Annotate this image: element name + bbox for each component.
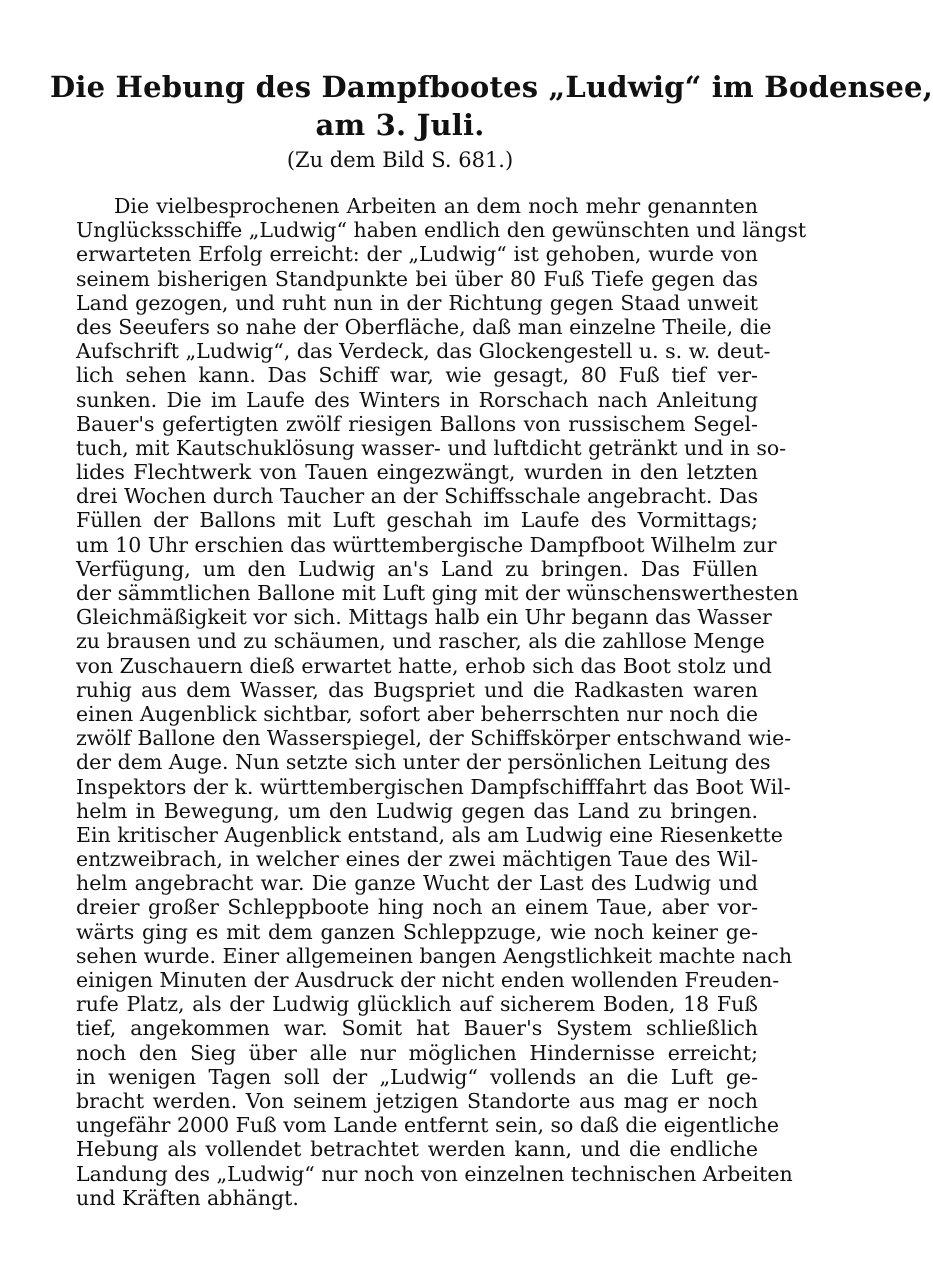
body-line: wärts ging es mit dem ganzen Schleppzuge, wie noch keiner ge-	[76, 919, 758, 944]
body-line: seinem bisherigen Standpunkte bei über 80 Fuß Tiefe gegen das	[76, 266, 758, 291]
body-line: Hebung als vollendet betrachtet werden kann, und die endliche	[76, 1137, 758, 1162]
body-line: Ein kritischer Augenblick entstand, als am Ludwig eine Riesenkette	[76, 822, 783, 847]
body-line: zwölf Ballone den Wasserspiegel, der Schiffskörper entschwand wie-	[76, 726, 792, 751]
body-line: Inspektors der k. württembergischen Dampfschifffahrt das Boot Wil-	[76, 774, 791, 799]
body-line: helm in Bewegung, um den Ludwig gegen das Land zu bringen.	[76, 798, 758, 823]
body-line: helm angebracht war. Die ganze Wucht der Last des Ludwig und	[76, 871, 758, 896]
body-line: ruhig aus dem Wasser, das Bugspriet und die Radkasten waren	[76, 677, 758, 702]
body-line: in wenigen Tagen soll der „Ludwig“ vollends an die Luft ge-	[76, 1064, 758, 1089]
body-line: bracht werden. Von seinem jetzigen Standorte aus mag er noch	[76, 1088, 758, 1113]
body-line: Unglücksschiffe „Ludwig“ haben endlich den gewünschten und längst	[76, 218, 807, 243]
body-line: einigen Minuten der Ausdruck der nicht enden wollenden Freuden-	[76, 968, 780, 992]
body-line: entzweibrach, in welcher eines der zwei mächtigen Taue des Wil-	[76, 847, 758, 872]
body-line: erwarteten Erfolg erreicht: der „Ludwig“ ist gehoben, wurde von	[76, 242, 758, 267]
body-line: rufe Platz, als der Ludwig glücklich auf sicherem Boden, 18 Fuß	[76, 992, 758, 1017]
body-line: noch den Sieg über alle nur möglichen Hindernisse erreicht;	[76, 1040, 758, 1065]
body-line: sunken. Die im Laufe des Winters in Rorschach nach Anleitung	[76, 387, 758, 412]
body-line: der sämmtlichen Ballone mit Luft ging mit der wünschenswerthesten	[76, 581, 799, 605]
article-title-line-1: Die Hebung des Dampfbootes „Ludwig“ im Bodensee,	[50, 70, 933, 104]
body-line: lich sehen kann. Das Schiff war, wie gesagt, 80 Fuß tief ver-	[76, 363, 758, 388]
body-line: tief, angekommen war. Somit hat Bauer's System schließlich	[76, 1016, 758, 1041]
body-line: der dem Auge. Nun setzte sich unter der persönlichen Leitung des	[76, 750, 771, 775]
body-line: zu brausen und zu schäumen, und rascher, als die zahllose Menge	[76, 629, 765, 654]
body-line: einen Augenblick sichtbar, sofort aber beherrschten nur noch die	[76, 701, 758, 726]
body-line: Die vielbesprochenen Arbeiten an dem noch mehr genannten	[114, 194, 758, 218]
body-line: ungefähr 2000 Fuß vom Lande entfernt sein, so daß die eigentliche	[76, 1113, 780, 1138]
body-line: Landung des „Ludwig“ nur noch von einzelnen technischen Arbeiten	[76, 1161, 793, 1186]
body-line: des Seeufers so nahe der Oberfläche, daß man einzelne Theile, die	[76, 314, 772, 339]
article-title-line-2: am 3. Juli.	[315, 108, 485, 142]
body-line: dreier großer Schleppboote hing noch an einem Taue, aber vor-	[76, 895, 758, 920]
body-line: lides Flechtwerk von Tauen eingezwängt, wurden in den letzten	[76, 460, 758, 485]
body-line: drei Wochen durch Taucher an der Schiffsschale angebracht. Das	[76, 484, 759, 509]
body-line: und Kräften abhängt.	[76, 1185, 299, 1210]
body-line: von Zuschauern dieß erwartet hatte, erhob sich das Boot stolz und	[76, 653, 772, 678]
body-line: um 10 Uhr erschien das württembergische Dampfboot Wilhelm zur	[76, 532, 777, 557]
article-subtitle: (Zu dem Bild S. 681.)	[286, 148, 514, 172]
body-line: Aufschrift „Ludwig“, das Verdeck, das Glockengestell u. s. w. deut-	[76, 339, 771, 364]
body-line: Land gezogen, und ruht nun in der Richtung gegen Staad unweit	[76, 290, 758, 315]
body-line: Gleichmäßigkeit vor sich. Mittags halb ein Uhr begann das Wasser	[76, 605, 772, 630]
body-line: Verfügung, um den Ludwig an's Land zu bringen. Das Füllen	[76, 556, 758, 581]
body-line: Bauer's gefertigten zwölf riesigen Ballons von russischem Segel-	[76, 411, 758, 436]
article-body	[76, 194, 807, 1210]
body-line: tuch, mit Kautschuklösung wasser- und luftdicht getränkt und in so-	[76, 435, 787, 460]
body-line: sehen wurde. Einer allgemeinen bangen Aengstlichkeit machte nach	[76, 943, 793, 968]
body-line: Füllen der Ballons mit Luft geschah im Laufe des Vormittags;	[76, 508, 758, 533]
